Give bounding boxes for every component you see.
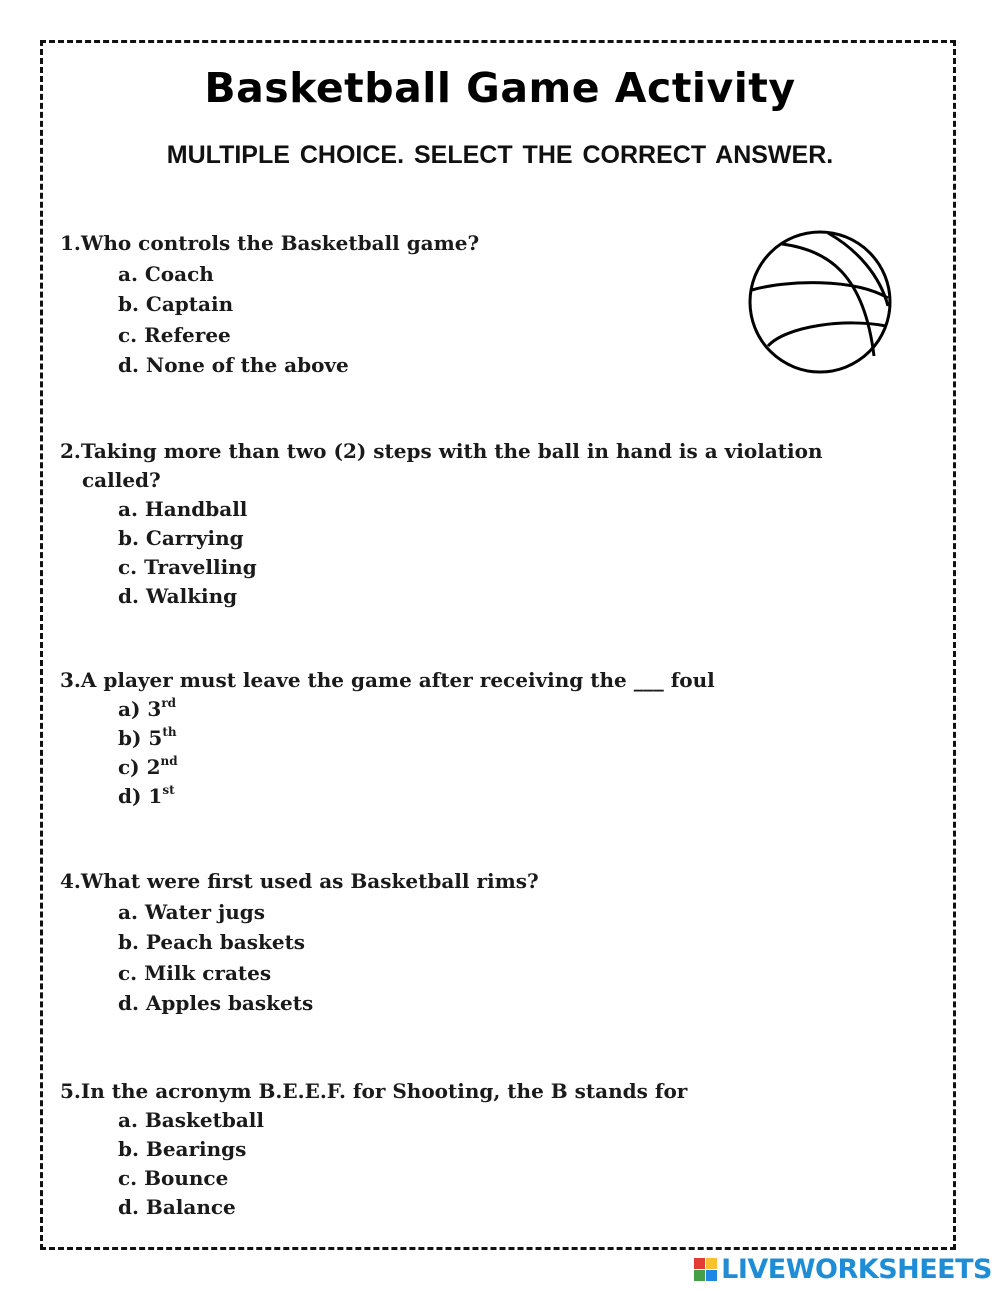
answer-option[interactable]: c. Milk crates bbox=[118, 960, 272, 985]
answer-option[interactable]: b. Bearings bbox=[118, 1137, 247, 1161]
question-2 bbox=[60, 437, 900, 611]
logo-blocks-icon bbox=[694, 1258, 717, 1281]
answer-option[interactable]: a. Coach bbox=[118, 261, 214, 286]
answer-option[interactable]: d. Apples baskets bbox=[118, 991, 314, 1015]
answer-blank: ___ bbox=[633, 668, 664, 692]
answer-option[interactable]: a. Handball bbox=[118, 497, 248, 521]
worksheet-border bbox=[40, 40, 956, 1250]
answer-option[interactable]: b. Captain bbox=[118, 292, 234, 316]
question-text: 3.A player must leave the game after receiving the ___ foul bbox=[60, 668, 715, 692]
liveworksheets-logo bbox=[694, 1254, 992, 1285]
answer-option[interactable]: a. Water jugs bbox=[118, 899, 266, 924]
answer-option[interactable]: d. Balance bbox=[118, 1195, 236, 1219]
page-title: Basketball Game Activity bbox=[204, 64, 796, 112]
answer-option[interactable]: a) 3rd bbox=[118, 696, 177, 721]
answer-option[interactable]: c) 2nd bbox=[118, 754, 178, 779]
question-text: 1.Who controls the Basketball game? bbox=[60, 231, 480, 255]
brand-name: LIVEWORKSHEETS bbox=[721, 1254, 992, 1285]
question-5 bbox=[60, 1077, 900, 1222]
question-text: 4.What were first used as Basketball rims? bbox=[60, 869, 539, 893]
answer-option[interactable]: b) 5th bbox=[118, 725, 177, 750]
question-4 bbox=[60, 866, 900, 1019]
question-text: 5.In the acronym B.E.E.F. for Shooting, the B stands for bbox=[60, 1079, 688, 1103]
answer-option[interactable]: b. Peach baskets bbox=[118, 930, 306, 954]
answer-option[interactable]: a. Basketball bbox=[118, 1108, 264, 1132]
answer-option[interactable]: d. Walking bbox=[118, 584, 238, 608]
answer-option[interactable]: d) 1st bbox=[118, 783, 175, 808]
answer-option[interactable]: c. Travelling bbox=[118, 555, 257, 579]
instructions: MULTIPLE CHOICE. SELECT THE CORRECT ANSWER. bbox=[166, 141, 834, 169]
question-text: 2.Taking more than two (2) steps with the ball in hand is a violation called? bbox=[60, 439, 823, 492]
answer-option[interactable]: d. None of the above bbox=[118, 353, 349, 377]
basketball-icon bbox=[746, 228, 894, 376]
answer-option[interactable]: b. Carrying bbox=[118, 526, 244, 550]
question-3 bbox=[60, 666, 900, 811]
answer-option[interactable]: c. Referee bbox=[118, 322, 231, 347]
answer-option[interactable]: c. Bounce bbox=[118, 1166, 229, 1190]
